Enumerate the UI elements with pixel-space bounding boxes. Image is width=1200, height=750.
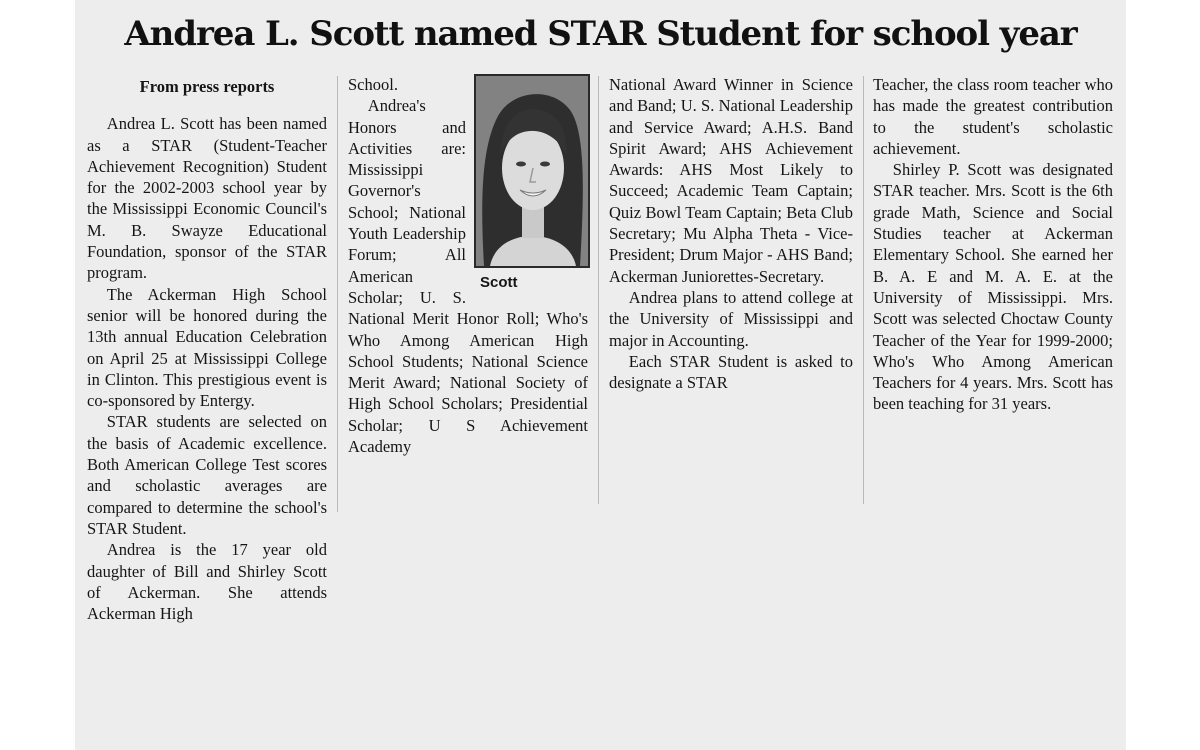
paragraph-plans: Andrea plans to attend college at the University of Mississippi and major in Accounting. xyxy=(609,287,853,350)
column-2 xyxy=(348,74,588,457)
photo-caption: Scott xyxy=(480,274,518,291)
paragraph-family: Andrea is the 17 year old daughter of Bill and Shirley Scott of Ackerman. She attends Ackerman High xyxy=(87,540,327,624)
column-1 xyxy=(87,74,327,624)
photo-block xyxy=(474,74,590,293)
newspaper-clipping xyxy=(75,0,1126,750)
paragraph-intro: Andrea L. Scott has been named as a STAR (Student-Teacher Achievement Recognition) Student for the 2002-2003 school year by the Mississippi Economic Council's M. B. Swayze Educational Foundation, sponsor of the STAR program. xyxy=(87,114,327,283)
column-3 xyxy=(609,74,853,393)
portrait-photo-icon xyxy=(474,74,590,268)
paragraph-selection: STAR students are selected on the basis of Academic excellence. Both American College Test scores and scholastic averages are compared to determine the school's STAR Student. xyxy=(87,412,327,538)
paragraph-shirley-scott: Shirley P. Scott was designated STAR teacher. Mrs. Scott is the 6th grade Math, Science and Social Studies teacher at Ackerman Elementary School. She earned her B. A. E and M. A. E. at the University of Mississippi. Mrs. Scott was selected Choctaw County Teacher of the Year for 1999-2000; Who's Who Among American Teachers for 4 years. Mrs. Scott has been teaching for 31 years. xyxy=(873,160,1113,414)
headline: Andrea L. Scott named STAR Student for school year xyxy=(124,14,1077,54)
paragraph-school: School. xyxy=(348,75,398,94)
column-rule xyxy=(598,76,599,504)
paragraph-awards: National Award Winner in Science and Band; U. S. National Leadership and Service Award; A.H.S. Band Spirit Award; AHS Achievement Awards: AHS Most Likely to Succeed; Academic Team Captain; Quiz Bowl Team Captain; Beta Club Secretary; Mu Alpha Theta - Vice-President; Drum Major - AHS Band; Ackerman Juniorettes-Secretary. xyxy=(609,75,853,286)
paragraph-celebration: The Ackerman High School senior will be honored during the 13th annual Education Celebration on April 25 at Mississippi College in Clinton. This prestigious event is co-sponsored by Entergy. xyxy=(87,284,327,411)
column-4 xyxy=(873,74,1113,415)
column-rule xyxy=(863,76,864,504)
byline: From press reports xyxy=(139,77,275,96)
paragraph-honors: Andrea's Honors and Activities are: Mississippi Governor's School; National Youth Leadership Forum; All American Scholar; U. S. National Merit Honor Roll; Who's Who Among American High School Students; National Science Merit Award; National Society of High School Scholars; Presidential Scholar; U S Achievement Academy xyxy=(348,96,588,457)
column-rule xyxy=(337,76,338,512)
paragraph-designate: Each STAR Student is asked to designate a STAR xyxy=(609,351,853,393)
paragraph-star-teacher: Teacher, the class room teacher who has made the greatest contribution to the student's scholastic achievement. xyxy=(873,75,1113,158)
